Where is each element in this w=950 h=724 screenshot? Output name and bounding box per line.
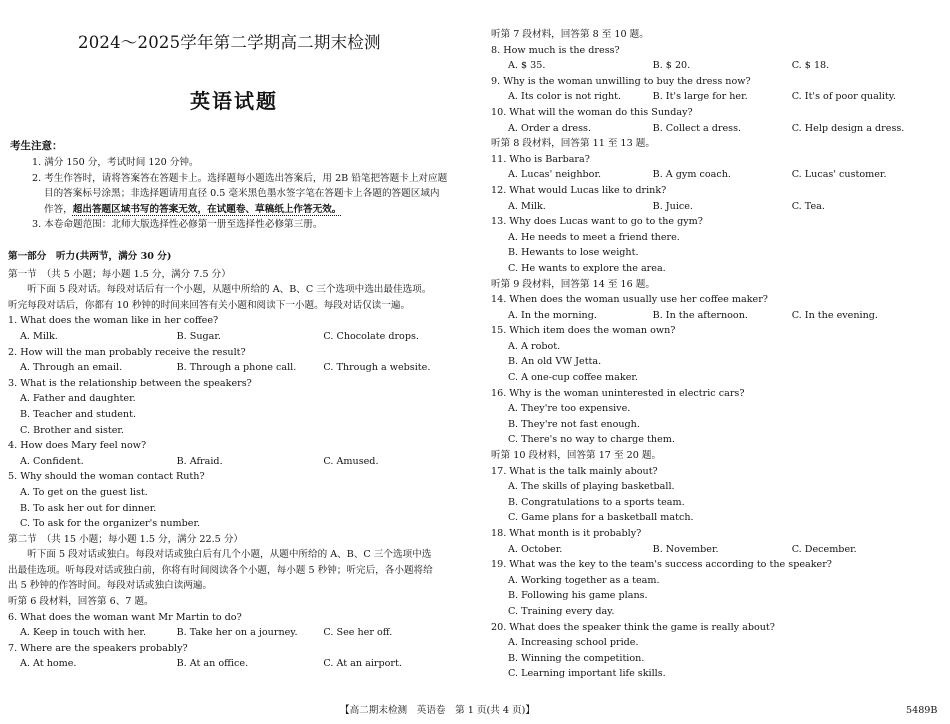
material-heading: 听第 6 段材料，回答第 6、7 题。: [8, 596, 154, 608]
options-row: [491, 308, 941, 324]
answer-option: B. They're not fast enough.: [508, 418, 640, 430]
options-row: [491, 89, 941, 105]
question-stem: 19. What was the key to the team's success according to the speaker?: [491, 559, 832, 571]
answer-option: C. $ 18.: [791, 60, 830, 72]
notice-item: 1. 满分 150 分，考试时间 120 分钟。: [32, 157, 199, 168]
question-stem: 18. What month is it probably?: [491, 528, 642, 539]
question-list-1: [8, 313, 480, 531]
subject-title: 英语试题: [190, 89, 278, 113]
answer-option: B. Following his game plans.: [508, 590, 648, 602]
question-stem: 10. What will the woman do this Sunday?: [491, 106, 693, 118]
notice-text: 作答，: [44, 203, 73, 215]
answer-option: C. It's of poor quality.: [791, 91, 896, 103]
answer-option: B. To ask her out for dinner.: [20, 502, 157, 514]
answer-option: B. Take her on a journey.: [176, 627, 298, 639]
options-row: [491, 167, 941, 183]
answer-option: A. $ 35.: [508, 60, 546, 72]
answer-option: B. Hewants to lose weight.: [508, 247, 639, 259]
answer-option: C. He wants to explore the area.: [508, 262, 666, 274]
answer-option: A. Confident.: [20, 455, 84, 467]
answer-option: A. Through an email.: [20, 362, 123, 374]
material-heading: 听第 10 段材料，回答第 17 至 20 题。: [491, 450, 662, 462]
question-stem: 7. Where are the speakers probably?: [8, 642, 188, 654]
answer-option: C. A one-cup coffee maker.: [508, 372, 638, 384]
answer-option: A. Working together as a team.: [508, 574, 660, 586]
question-stem: 14. When does the woman usually use her coffee maker?: [491, 294, 768, 306]
section2-instruction: 听下面 5 段对话或独白。每段对话或独白后有几个小题，从题中所给的 A、B、C 三个选项中选: [8, 549, 432, 561]
answer-option: A. October.: [508, 543, 563, 555]
answer-option: C. Game plans for a basketball match.: [508, 512, 694, 524]
answer-option: B. Winning the competition.: [508, 652, 645, 664]
answer-option: C. Help design a dress.: [791, 122, 905, 134]
answer-option: C. Chocolate drops.: [323, 330, 419, 342]
notice-emphasis-text: 超出答题区域书写的答案无效，在试题卷、草稿纸上作答无效。: [72, 203, 342, 215]
question-stem: 5. Why should the woman contact Ruth?: [8, 471, 205, 483]
part1-heading: 第一部分 听力(共两节，满分 30 分): [8, 251, 172, 262]
options-row: [8, 360, 480, 376]
answer-option: C. Brother and sister.: [20, 424, 124, 436]
answer-option: B. Congratulations to a sports team.: [508, 496, 685, 508]
question-stem: 4. How does Mary feel now?: [8, 440, 147, 452]
options-row: [491, 58, 941, 74]
options-row: [491, 199, 941, 215]
notice-item: [10, 202, 480, 218]
notice-list: [10, 155, 480, 233]
answer-option: B. An old VW Jetta.: [508, 356, 602, 368]
question-stem: 3. What is the relationship between the speakers?: [8, 377, 252, 389]
answer-option: C. There's no way to charge them.: [508, 434, 675, 446]
answer-option: A. Lucas' neighbor.: [508, 169, 602, 181]
section1-heading: 第一节 （共 5 小题；每小题 1.5 分，满分 7.5 分）: [8, 268, 231, 280]
answer-option: C. See her off.: [323, 627, 393, 639]
answer-option: A. Order a dress.: [508, 122, 592, 134]
options-row: [8, 329, 480, 345]
answer-option: B. $ 20.: [652, 60, 691, 72]
answer-option: B. Collect a dress.: [652, 122, 742, 134]
answer-option: B. Sugar.: [176, 330, 221, 342]
section2-instruction: 出 5 秒钟的作答时间。每段对话或独白读两遍。: [8, 580, 213, 592]
answer-option: B. A gym coach.: [652, 169, 731, 181]
answer-option: A. They're too expensive.: [508, 403, 631, 415]
page-footer: 【高二期末检测 英语卷 第 1 页(共 4 页)】: [340, 705, 535, 716]
answer-option: A. Milk.: [20, 330, 58, 342]
notice-item: 2. 考生作答时，请将答案答在答题卡上。选择题每小题选出答案后，用 2B 铅笔把答题卡上对应题: [32, 172, 448, 184]
question-list-2: [8, 610, 480, 672]
answer-option: A. At home.: [20, 658, 77, 670]
options-row: [491, 121, 941, 137]
section1-instruction: 听下面 5 段对话。每段对话后有一个小题，从题中所给的 A、B、C 三个选项中选出最佳选项。: [8, 284, 432, 296]
question-stem: 17. What is the talk mainly about?: [491, 465, 658, 477]
answer-option: A. To get on the guest list.: [20, 486, 148, 498]
question-stem: 16. Why is the woman uninterested in electric cars?: [491, 387, 745, 399]
exam-title: 2024～2025学年第二学期高二期末检测: [78, 33, 381, 52]
answer-option: B. In the afternoon.: [652, 309, 748, 321]
answer-option: C. In the evening.: [791, 309, 878, 321]
answer-option: C. Lucas' customer.: [791, 169, 887, 181]
answer-option: B. Juice.: [652, 200, 693, 212]
material-heading: 听第 8 段材料，回答第 11 至 13 题。: [491, 138, 655, 150]
notice-emphasis: [73, 204, 342, 215]
answer-option: C. At an airport.: [323, 658, 402, 670]
options-row: [8, 656, 480, 672]
right-column: [491, 27, 941, 682]
question-stem: 8. How much is the dress?: [491, 44, 620, 56]
question-stem: 13. Why does Lucas want to go to the gym?: [491, 216, 703, 228]
options-row: [491, 542, 941, 558]
notice-item: 3. 本卷命题范围：北师大版选择性必修第一册至选择性必修第三册。: [32, 219, 323, 231]
question-stem: 9. Why is the woman unwilling to buy the dress now?: [491, 75, 751, 87]
answer-option: B. Afraid.: [176, 455, 223, 467]
section2-instruction: 出最佳选项。听每段对话或独白前，你将有时间阅读各个小题，每小题 5 秒钟；听完后，各小题将给: [8, 564, 433, 576]
material-heading: 听第 7 段材料，回答第 8 至 10 题。: [491, 29, 649, 40]
section2-heading: 第二节 （共 15 小题；每小题 1.5 分，满分 22.5 分）: [8, 533, 244, 545]
options-row: [8, 625, 480, 641]
answer-option: A. Milk.: [508, 200, 546, 212]
question-stem: 15. Which item does the woman own?: [491, 325, 676, 337]
section1-instruction: 听完每段对话后，你都有 10 秒钟的时间来回答有关小题和阅读下一小题。每段对话仅读一遍。: [8, 299, 411, 311]
answer-option: A. Keep in touch with her.: [20, 627, 146, 639]
answer-option: A. Increasing school pride.: [508, 637, 639, 649]
answer-option: A. The skills of playing basketball.: [508, 481, 675, 493]
notice-heading: 考生注意：: [10, 140, 63, 152]
notice-item: 目的答案标号涂黑；非选择题请用直径 0.5 毫米黑色墨水签字笔在答题卡上各题的答题区域内: [44, 188, 440, 200]
answer-option: B. It's large for her.: [652, 91, 748, 103]
answer-option: A. Father and daughter.: [20, 393, 136, 405]
answer-option: C. Tea.: [791, 200, 825, 212]
question-stem: 1. What does the woman like in her coffee?: [8, 315, 219, 327]
answer-option: C. Through a website.: [323, 362, 431, 374]
answer-option: B. Teacher and student.: [20, 408, 137, 420]
answer-option: C. Training every day.: [508, 605, 615, 617]
question-stem: 12. What would Lucas like to drink?: [491, 184, 667, 196]
question-stem: 6. What does the woman want Mr Martin to do?: [8, 611, 242, 623]
answer-option: C. December.: [791, 543, 857, 555]
left-column: [8, 249, 480, 672]
answer-option: A. A robot.: [508, 340, 561, 352]
question-stem: 2. How will the man probably receive the result?: [8, 346, 246, 358]
paper-code: 5489B: [906, 705, 938, 716]
answer-option: C. Learning important life skills.: [508, 668, 666, 680]
answer-option: B. November.: [652, 543, 719, 555]
answer-option: C. Amused.: [323, 455, 379, 467]
answer-option: A. Its color is not right.: [508, 91, 622, 103]
answer-option: B. At an office.: [176, 658, 249, 670]
question-stem: 11. Who is Barbara?: [491, 153, 590, 165]
answer-option: A. In the morning.: [508, 309, 597, 321]
question-stem: 20. What does the speaker think the game is really about?: [491, 621, 775, 633]
answer-option: A. He needs to meet a friend there.: [508, 231, 680, 243]
material-heading: 听第 9 段材料，回答第 14 至 16 题。: [491, 278, 655, 290]
answer-option: B. Through a phone call.: [176, 362, 297, 374]
options-row: [8, 454, 480, 470]
answer-option: C. To ask for the organizer's number.: [20, 518, 201, 530]
